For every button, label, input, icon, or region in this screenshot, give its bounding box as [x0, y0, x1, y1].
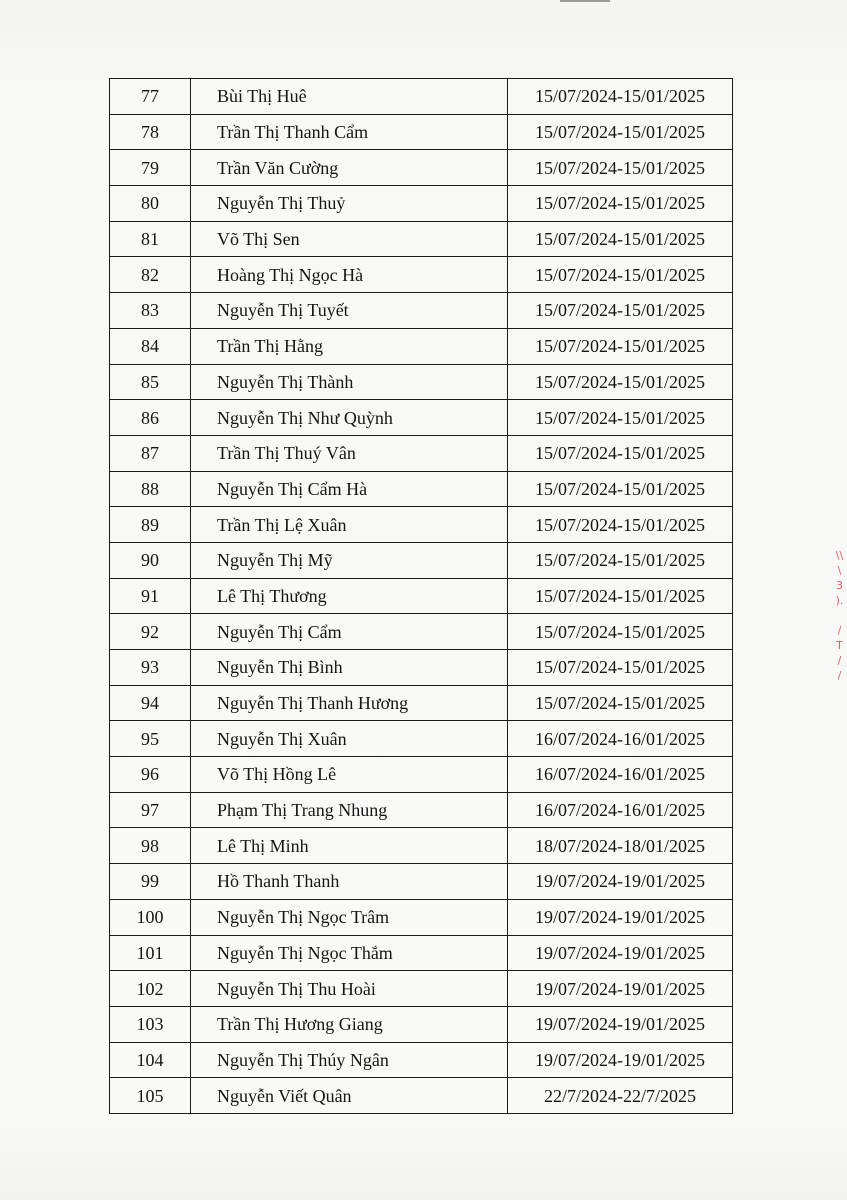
table-row	[110, 792, 733, 828]
full-name-cell: Nguyễn Thị Xuân	[191, 721, 508, 757]
table-row	[110, 400, 733, 436]
date-range-cell: 16/07/2024-16/01/2025	[508, 757, 733, 793]
row-number-cell: 92	[110, 614, 191, 650]
table-row	[110, 257, 733, 293]
full-name-cell: Nguyễn Thị Thanh Hương	[191, 685, 508, 721]
row-number-cell: 102	[110, 971, 191, 1007]
date-range-cell: 15/07/2024-15/01/2025	[508, 364, 733, 400]
full-name-cell: Lê Thị Thương	[191, 578, 508, 614]
table-row	[110, 899, 733, 935]
table-row	[110, 150, 733, 186]
full-name-cell: Nguyễn Thị Thuỷ	[191, 186, 508, 222]
full-name-cell: Nguyễn Thị Ngọc Thắm	[191, 935, 508, 971]
date-range-cell: 15/07/2024-15/01/2025	[508, 507, 733, 543]
full-name-cell: Nguyễn Thị Thành	[191, 364, 508, 400]
table-row	[110, 578, 733, 614]
full-name-cell: Nguyễn Thị Thúy Ngân	[191, 1042, 508, 1078]
date-range-cell: 19/07/2024-19/01/2025	[508, 1006, 733, 1042]
date-range-cell: 15/07/2024-15/01/2025	[508, 257, 733, 293]
roster-table	[109, 78, 733, 1114]
table-row	[110, 328, 733, 364]
row-number-cell: 89	[110, 507, 191, 543]
table-row	[110, 79, 733, 115]
date-range-cell: 16/07/2024-16/01/2025	[508, 792, 733, 828]
date-range-cell: 22/7/2024-22/7/2025	[508, 1078, 733, 1114]
full-name-cell: Nguyễn Viết Quân	[191, 1078, 508, 1114]
row-number-cell: 90	[110, 542, 191, 578]
date-range-cell: 15/07/2024-15/01/2025	[508, 400, 733, 436]
full-name-cell: Võ Thị Sen	[191, 221, 508, 257]
date-range-cell: 19/07/2024-19/01/2025	[508, 864, 733, 900]
row-number-cell: 97	[110, 792, 191, 828]
row-number-cell: 80	[110, 186, 191, 222]
row-number-cell: 103	[110, 1006, 191, 1042]
row-number-cell: 87	[110, 435, 191, 471]
table-row	[110, 935, 733, 971]
table-row	[110, 650, 733, 686]
row-number-cell: 83	[110, 293, 191, 329]
row-number-cell: 96	[110, 757, 191, 793]
date-range-cell: 15/07/2024-15/01/2025	[508, 685, 733, 721]
date-range-cell: 19/07/2024-19/01/2025	[508, 935, 733, 971]
row-number-cell: 82	[110, 257, 191, 293]
table-row	[110, 721, 733, 757]
date-range-cell: 19/07/2024-19/01/2025	[508, 899, 733, 935]
roster-table-body	[110, 79, 733, 1114]
row-number-cell: 84	[110, 328, 191, 364]
row-number-cell: 78	[110, 114, 191, 150]
table-row	[110, 186, 733, 222]
table-row	[110, 293, 733, 329]
full-name-cell: Võ Thị Hồng Lê	[191, 757, 508, 793]
row-number-cell: 98	[110, 828, 191, 864]
full-name-cell: Nguyễn Thị Như Quỳnh	[191, 400, 508, 436]
full-name-cell: Phạm Thị Trang Nhung	[191, 792, 508, 828]
row-number-cell: 93	[110, 650, 191, 686]
row-number-cell: 95	[110, 721, 191, 757]
scan-edge-mark	[560, 0, 610, 2]
date-range-cell: 15/07/2024-15/01/2025	[508, 614, 733, 650]
full-name-cell: Nguyễn Thị Cẩm Hà	[191, 471, 508, 507]
row-number-cell: 101	[110, 935, 191, 971]
date-range-cell: 15/07/2024-15/01/2025	[508, 221, 733, 257]
full-name-cell: Nguyễn Thị Ngọc Trâm	[191, 899, 508, 935]
row-number-cell: 81	[110, 221, 191, 257]
row-number-cell: 77	[110, 79, 191, 115]
table-row	[110, 757, 733, 793]
full-name-cell: Trần Thị Thanh Cẩm	[191, 114, 508, 150]
date-range-cell: 16/07/2024-16/01/2025	[508, 721, 733, 757]
row-number-cell: 99	[110, 864, 191, 900]
date-range-cell: 15/07/2024-15/01/2025	[508, 79, 733, 115]
date-range-cell: 15/07/2024-15/01/2025	[508, 293, 733, 329]
full-name-cell: Bùi Thị Huê	[191, 79, 508, 115]
full-name-cell: Trần Thị Hằng	[191, 328, 508, 364]
table-row	[110, 1006, 733, 1042]
date-range-cell: 15/07/2024-15/01/2025	[508, 150, 733, 186]
date-range-cell: 15/07/2024-15/01/2025	[508, 435, 733, 471]
table-row	[110, 507, 733, 543]
table-row	[110, 1042, 733, 1078]
date-range-cell: 15/07/2024-15/01/2025	[508, 578, 733, 614]
row-number-cell: 94	[110, 685, 191, 721]
date-range-cell: 15/07/2024-15/01/2025	[508, 650, 733, 686]
full-name-cell: Nguyễn Thị Bình	[191, 650, 508, 686]
table-row	[110, 864, 733, 900]
date-range-cell: 19/07/2024-19/01/2025	[508, 971, 733, 1007]
table-row	[110, 471, 733, 507]
row-number-cell: 105	[110, 1078, 191, 1114]
full-name-cell: Trần Thị Lệ Xuân	[191, 507, 508, 543]
row-number-cell: 91	[110, 578, 191, 614]
date-range-cell: 15/07/2024-15/01/2025	[508, 328, 733, 364]
date-range-cell: 19/07/2024-19/01/2025	[508, 1042, 733, 1078]
row-number-cell: 79	[110, 150, 191, 186]
full-name-cell: Nguyễn Thị Tuyết	[191, 293, 508, 329]
table-row	[110, 114, 733, 150]
red-stamp-edge-fragment: \\ \ 3 ). / T / /	[835, 549, 844, 682]
date-range-cell: 15/07/2024-15/01/2025	[508, 114, 733, 150]
row-number-cell: 100	[110, 899, 191, 935]
full-name-cell: Nguyễn Thị Mỹ	[191, 542, 508, 578]
date-range-cell: 15/07/2024-15/01/2025	[508, 542, 733, 578]
table-row	[110, 828, 733, 864]
row-number-cell: 86	[110, 400, 191, 436]
full-name-cell: Hoàng Thị Ngọc Hà	[191, 257, 508, 293]
date-range-cell: 15/07/2024-15/01/2025	[508, 471, 733, 507]
full-name-cell: Nguyễn Thị Cẩm	[191, 614, 508, 650]
row-number-cell: 85	[110, 364, 191, 400]
table-row	[110, 364, 733, 400]
table-row	[110, 435, 733, 471]
full-name-cell: Trần Văn Cường	[191, 150, 508, 186]
full-name-cell: Nguyễn Thị Thu Hoài	[191, 971, 508, 1007]
row-number-cell: 88	[110, 471, 191, 507]
table-row	[110, 221, 733, 257]
full-name-cell: Trần Thị Hương Giang	[191, 1006, 508, 1042]
table-row	[110, 971, 733, 1007]
date-range-cell: 18/07/2024-18/01/2025	[508, 828, 733, 864]
full-name-cell: Trần Thị Thuý Vân	[191, 435, 508, 471]
row-number-cell: 104	[110, 1042, 191, 1078]
date-range-cell: 15/07/2024-15/01/2025	[508, 186, 733, 222]
full-name-cell: Hồ Thanh Thanh	[191, 864, 508, 900]
table-row	[110, 685, 733, 721]
table-row	[110, 542, 733, 578]
full-name-cell: Lê Thị Minh	[191, 828, 508, 864]
table-row	[110, 1078, 733, 1114]
table-row	[110, 614, 733, 650]
